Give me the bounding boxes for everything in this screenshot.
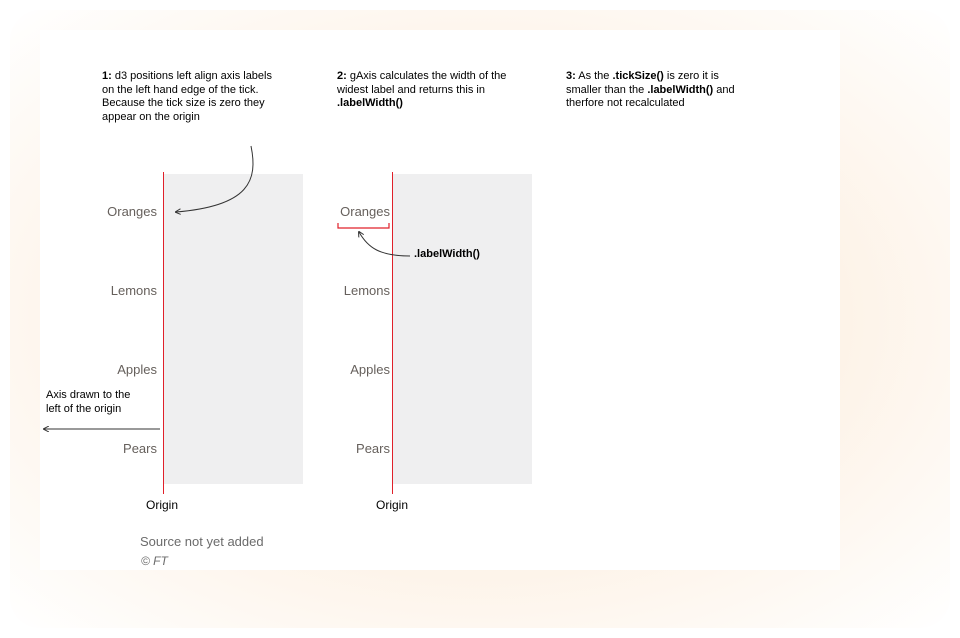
panel-2-origin-label: Origin (376, 498, 409, 512)
label-width-arrow (359, 232, 410, 256)
credit-text: © FT (141, 554, 168, 568)
panel-2-tick-label: Oranges (340, 204, 390, 219)
source-text: Source not yet added (140, 534, 264, 549)
panel-1-tick-label: Apples (117, 362, 157, 377)
note-1-arrow (176, 146, 253, 212)
panel-1-tick-label: Pears (123, 441, 157, 456)
label-width-annotation: .labelWidth() (414, 248, 480, 260)
panel-1-tick-label: Lemons (110, 283, 157, 298)
panel-2-tick-label: Apples (350, 362, 390, 377)
panel-1-origin-label: Origin (146, 498, 179, 512)
panel-2-tick-label: Lemons (343, 283, 390, 298)
note-1: 1: d3 positions left align axis labels on the left hand edge of the tick. Because the tick size is zero they appear on the origin (102, 70, 272, 123)
panel-2-tick-label: Pears (356, 441, 390, 456)
axis-left-note: Axis drawn to the left of the origin (46, 389, 131, 415)
label-width-bracket (338, 223, 389, 228)
note-2: 2: gAxis calculates the width of the widest label and returns this in .labelWidth() (337, 70, 507, 109)
note-3: 3: As the .tickSize() is zero it is smaller than the .labelWidth() and therfore not recalculated (566, 70, 735, 109)
panel-1-tick-label: Oranges (107, 204, 157, 219)
